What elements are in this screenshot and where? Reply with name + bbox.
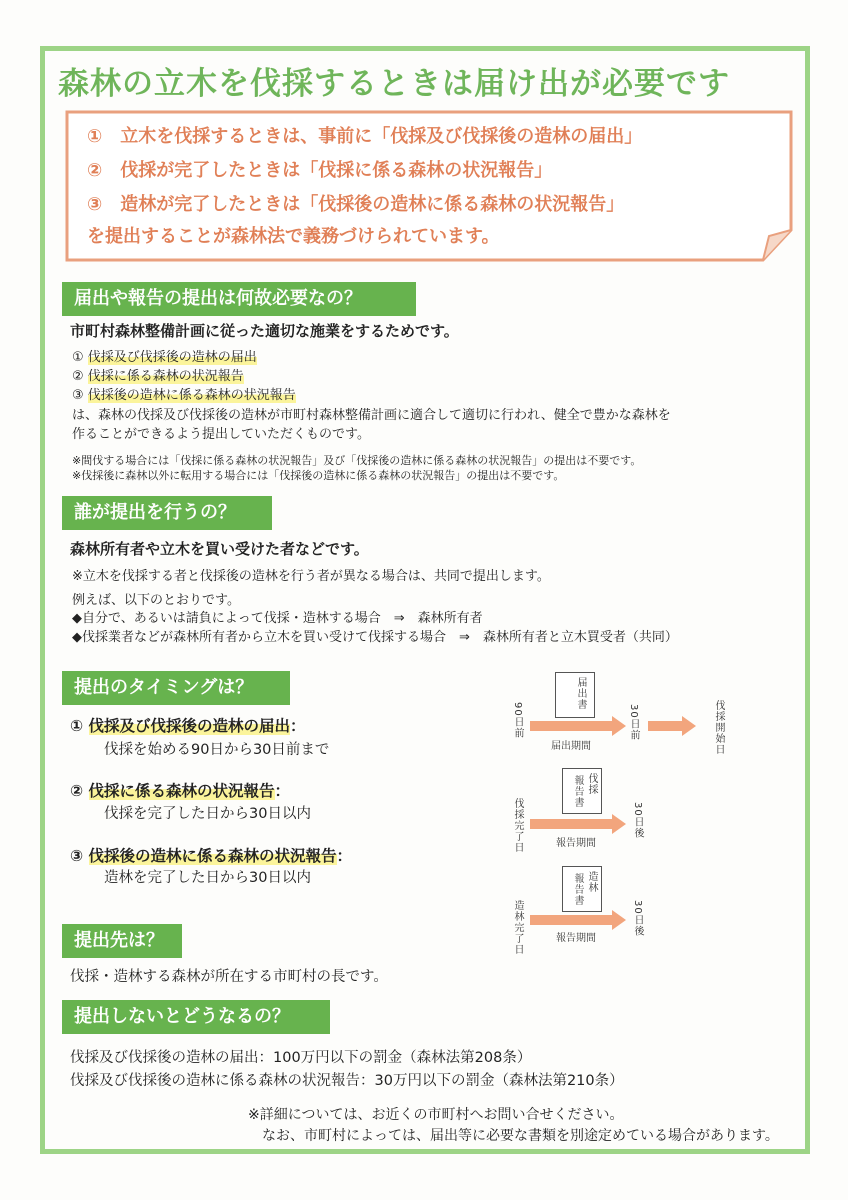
timing-item-3-title: ③ 伐採後の造林に係る森林の状況報告： (70, 847, 353, 865)
doc-label-report-2: 報告書 (572, 873, 583, 906)
row3-end-label: 30日後 (632, 900, 643, 937)
cutting-report-period-arrow (530, 814, 626, 834)
why-note-1: ※間伐する場合には「伐採に係る森林の状況報告」及び「伐採後の造林に係る森林の状況報告」の提出は不要です。 (72, 454, 642, 467)
why-item-2: ② 伐採に係る森林の状況報告 (72, 369, 244, 384)
section-timing-heading: 提出のタイミングは？ (62, 671, 290, 705)
obligation-callout (63, 108, 795, 260)
timing-item-1-title: ① 伐採及び伐採後の造林の届出： (70, 717, 306, 735)
row2-start-label: 伐採完了日 (512, 798, 523, 853)
callout-line-4: を提出することが森林法で義務づけられています。 (87, 226, 500, 247)
section-penalty-heading: 提出しないとどうなるの？ (62, 1000, 330, 1034)
timing-item-3-desc: 造林を完了した日から30日以内 (104, 870, 311, 886)
row1-end-label: 30日前 (628, 704, 639, 741)
timing-item-1-desc: 伐採を始める90日から30日前まで (104, 742, 330, 758)
timing-item-2-title: ② 伐採に係る森林の状況報告： (70, 782, 291, 800)
callout-line-2: ② 伐採が完了したときは「伐採に係る森林の状況報告」 (87, 160, 553, 181)
page-title: 森林の立木を伐採するときは届け出が必要です (58, 66, 730, 102)
row1-period-label: 届出期間 (551, 741, 591, 752)
doc-label-notification: 届出書 (575, 677, 586, 710)
row3-period-label: 報告期間 (556, 933, 596, 944)
footer-note-1: ※詳細については、お近くの市町村へお問い合せください。 (248, 1107, 624, 1123)
callout-line-1: ① 立木を伐採するときは、事前に「伐採及び伐採後の造林の届出」 (87, 126, 643, 147)
row2-end-label: 30日後 (632, 802, 643, 839)
who-case-2: ◆伐採業者などが森林所有者から立木を買い受けて伐採する場合 ⇒ 森林所有者と立木買受者（共同） (72, 630, 678, 645)
cutting-report-document-icon (562, 768, 602, 814)
footer-note-2: なお、市町村によっては、届出等に必要な書類を別途定めている場合があります。 (262, 1128, 779, 1144)
timing-item-2-desc: 伐採を完了した日から30日以内 (104, 806, 311, 822)
doc-label-report-1: 報告書 (572, 775, 583, 808)
row2-period-label: 報告期間 (556, 838, 596, 849)
callout-line-3: ③ 造林が完了したときは「伐採後の造林に係る森林の状況報告」 (87, 194, 625, 215)
row1-after-label: 伐採開始日 (713, 700, 724, 755)
section-who-heading: 誰が提出を行うの？ (62, 496, 272, 530)
penalty-line-1: 伐採及び伐採後の造林の届出：100万円以下の罰金（森林法第208条） (70, 1050, 532, 1066)
penalty-line-2: 伐採及び伐採後の造林に係る森林の状況報告：30万円以下の罰金（森林法第210条） (70, 1073, 624, 1089)
section-why-heading: 届出や報告の提出は何故必要なの？ (62, 282, 416, 316)
section-why-lead: 市町村森林整備計画に従った適切な施業をするためです。 (70, 322, 459, 340)
planting-report-document-icon (562, 866, 602, 912)
doc-label-planting: 造林 (586, 871, 597, 893)
why-body-2: 作ることができるよう提出していただくものです。 (72, 427, 370, 442)
who-case-1: ◆自分で、あるいは請負によって伐採・造林する場合 ⇒ 森林所有者 (72, 611, 483, 626)
why-item-1: ① 伐採及び伐採後の造林の届出 (72, 350, 257, 365)
row3-start-label: 造林完了日 (512, 900, 523, 955)
lead-to-start-arrow (648, 716, 696, 736)
why-body-1: は、森林の伐採及び伐採後の造林が市町村森林整備計画に適合して適切に行われ、健全で豊かな森林を (72, 408, 671, 423)
section-where-body: 伐採・造林する森林が所在する市町村の長です。 (70, 969, 388, 985)
section-who-lead: 森林所有者や立木を買い受けた者などです。 (70, 540, 369, 558)
why-item-3: ③ 伐採後の造林に係る森林の状況報告 (72, 388, 296, 403)
notification-document-icon (555, 672, 595, 718)
section-where-heading: 提出先は？ (62, 924, 182, 958)
planting-report-period-arrow (530, 910, 626, 930)
notification-period-arrow (530, 716, 626, 736)
row1-start-label: 90日前 (512, 702, 523, 739)
who-note: ※立木を伐採する者と伐採後の造林を行う者が異なる場合は、共同で提出します。 (72, 569, 550, 584)
doc-label-cutting: 伐採 (586, 773, 597, 795)
why-note-2: ※伐採後に森林以外に転用する場合には「伐採後の造林に係る森林の状況報告」の提出は不要です。 (72, 469, 565, 482)
who-example: 例えば、以下のとおりです。 (72, 593, 240, 608)
